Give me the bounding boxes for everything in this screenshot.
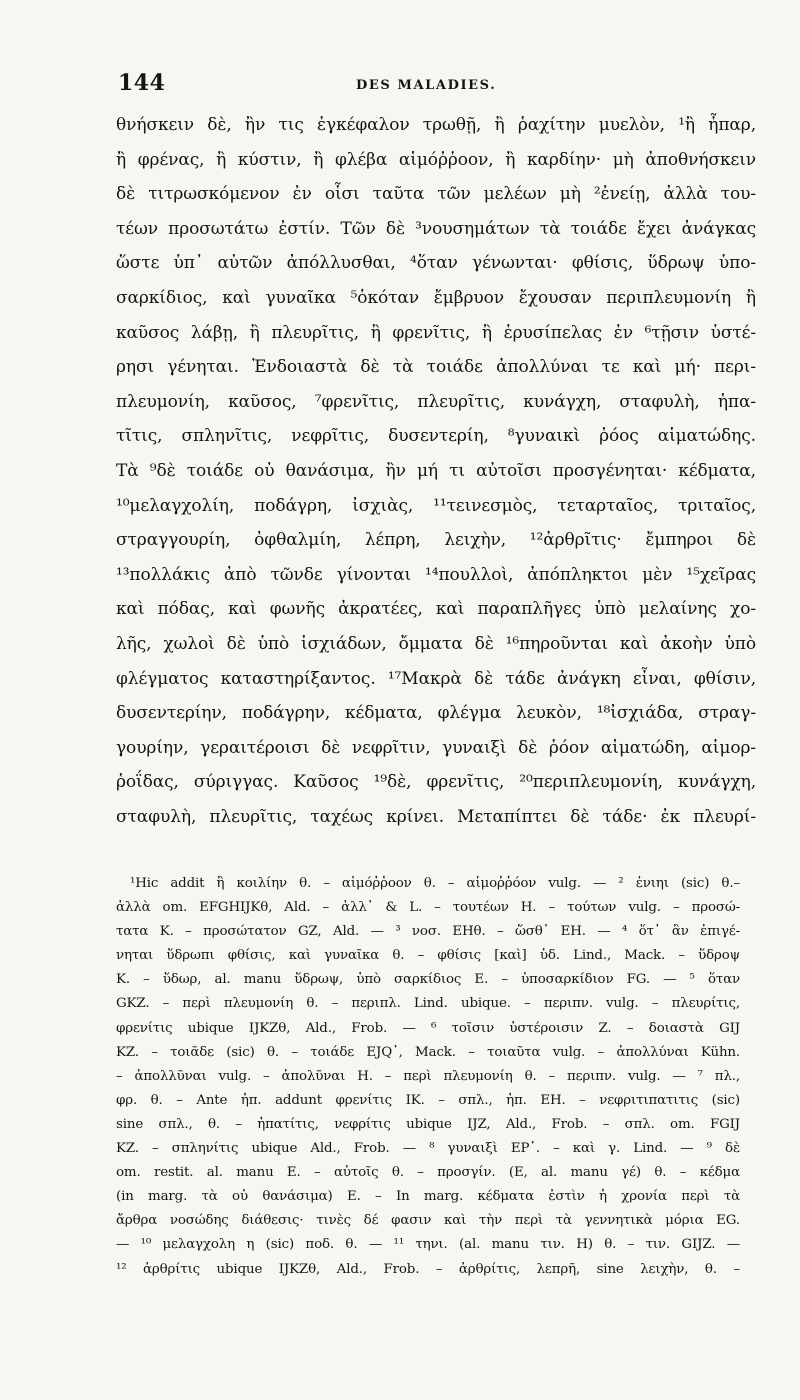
footnote-line: – ἀπολλῦναι vulg. – ἀπολῦναι H. – περὶ πλευμονίη θ. – περιπν. vulg. — ⁷ πλ., — [116, 1068, 740, 1084]
running-title: DES MALADIES. — [356, 78, 497, 93]
page-number: 144 — [118, 70, 166, 96]
footnote-line: — ¹⁰ μελαγχολη η (sic) ποδ. θ. — ¹¹ τηνι. (al. manu τιν. H) θ. – τιν. GIJZ. — — [116, 1237, 740, 1253]
main-text-line: σαρκίδιος, καὶ γυναῖκα ⁵ὁκόταν ἔμβρυον ἔχουσαν περιπλευμονίη ἢ — [116, 287, 756, 308]
main-text-line: σταφυλὴ, πλευρῖτις, ταχέως κρίνει. Μεταπίπτει δὲ τάδε· ἐκ πλευρί- — [116, 806, 756, 827]
footnote-line: om. restit. al. manu E. – αὐτοῖς θ. – προσγίν. (E, al. manu γέ) θ. – κέδμα — [116, 1165, 740, 1181]
main-text-block — [116, 108, 756, 834]
main-text-line: ¹³πολλάκις ἀπὸ τῶνδε γίνονται ¹⁴πουλλοὶ, ἀπόπληκτοι μὲν ¹⁵χεῖρας — [116, 564, 756, 585]
footnote-line: φρ. θ. – Ante ἠπ. addunt φρενίτις IK. – σπλ., ἠπ. EH. – νεφριτιπατιτις (sic) — [116, 1092, 740, 1108]
footnote-line: ¹² ἀρθρίτις ubique IJKZθ, Ald., Frob. – ἀρθρίτις, λεπρῆ, sine λειχὴν, θ. – — [116, 1261, 740, 1277]
footnote-line: ἀλλὰ om. EFGHIJKθ, Ald. – ἀλλ᾽ & L. – τουτέων H. – τούτων vulg. – προσώ- — [116, 900, 740, 916]
main-text-line: ρησι γένηται. Ἐνδοιαστὰ δὲ τὰ τοιάδε ἀπολλύναι τε καὶ μή· περι- — [116, 357, 756, 378]
footnotes-block — [116, 872, 740, 1282]
footnote-line: KZ. – τοιᾶδε (sic) θ. – τοιάδε EJQ᾽, Mack. – τοιαῦτα vulg. – ἀπολλύναι Kühn. — [116, 1044, 740, 1060]
running-head — [118, 70, 728, 100]
footnote-line: sine σπλ., θ. – ἠπατίτις, νεφρίτις ubique IJZ, Ald., Frob. – σπλ. om. FGIJ — [116, 1116, 740, 1132]
main-text-line: θνήσκειν δὲ, ἢν τις ἐγκέφαλον τρωθῇ, ἢ ῥαχίτην μυελὸν, ¹ἢ ἧπαρ, — [116, 115, 756, 135]
main-text-line: ἢ φρένας, ἢ κύστιν, ἢ φλέβα αἱμόῤῥοον, ἢ καρδίην· μὴ ἀποθνήσκειν — [116, 149, 756, 170]
main-text-line: ῥοΐδας, σύριγγας. Καῦσος ¹⁹δὲ, φρενῖτις, ²⁰περιπλευμονίη, κυνάγχη, — [116, 772, 756, 793]
main-text-line: ὥστε ὑπ᾽ αὐτῶν ἀπόλλυσθαι, ⁴ὅταν γένωνται· φθίσις, ὕδρωψ ὑπο- — [116, 253, 756, 274]
main-text-line: πλευμονίη, καῦσος, ⁷φρενῖτις, πλευρῖτις, κυνάγχη, σταφυλὴ, ἡπα- — [116, 391, 756, 412]
main-text-line: καῦσος λάβῃ, ἢ πλευρῖτις, ἢ φρενῖτις, ἢ ἐρυσίπελας ἐν ⁶τῇσιν ὑστέ- — [116, 322, 756, 343]
main-text-line: δυσεντερίην, ποδάγρην, κέδματα, φλέγμα λευκὸν, ¹⁸ἰσχιάδα, στραγ- — [116, 703, 756, 724]
main-text-line: γουρίην, γεραιτέροισι δὲ νεφρῖτιν, γυναιξὶ δὲ ῥόον αἱματώδη, αἱμορ- — [116, 737, 756, 758]
footnote-line: KZ. – σπληνίτις ubique Ald., Frob. — ⁸ γυναιξὶ EP᾽. – καὶ γ. Lind. — ⁹ δὲ — [116, 1141, 740, 1157]
footnote-line: (in marg. τὰ οὐ θανάσιμα) E. – In marg. κέδματα ἐστὶν ἡ χρονία περὶ τὰ — [116, 1189, 740, 1205]
footnote-line: ἄρθρα νοσώδης διάθεσις· τινὲς δέ φασιν καὶ τὴν περὶ τὰ γεννητικὰ μόρια EG. — [116, 1213, 740, 1229]
main-text-line: στραγγουρίη, ὀφθαλμίη, λέπρη, λειχὴν, ¹²ἀρθρῖτις· ἔμπηροι δὲ — [116, 530, 756, 551]
main-text-line: λῆς, χωλοὶ δὲ ὑπὸ ἰσχιάδων, ὄμματα δὲ ¹⁶πηροῦνται καὶ ἀκοὴν ὑπὸ — [116, 633, 756, 654]
main-text-line: φλέγματος καταστηρίξαντος. ¹⁷Μακρὰ δὲ τάδε ἀνάγκη εἶναι, φθίσιν, — [116, 668, 756, 689]
main-text-line: τέων προσωτάτω ἐστίν. Τῶν δὲ ³νουσημάτων τὰ τοιάδε ἔχει ἀνάγκας — [116, 218, 756, 239]
footnote-line: ¹Hic addit ἢ κοιλίην θ. – αἱμόῤῥοον θ. – αἱμοῤῥόον vulg. — ² ἐνιηι (sic) θ.– — [130, 876, 740, 891]
footnote-line: GKZ. – περὶ πλευμονίη θ. – περιπλ. Lind. ubique. – περιπν. vulg. – πλευρίτις, — [116, 996, 740, 1012]
main-text-line: τῖτις, σπληνῖτις, νεφρῖτις, δυσεντερίη, ⁸γυναικὶ ῥόος αἱματώδης. — [116, 426, 756, 447]
footnote-line: νηται ὕδρωπι φθίσις, καὶ γυναῖκα θ. – φθίσις [καὶ] ὑδ. Lind., Mack. – ὕδροψ — [116, 948, 740, 964]
main-text-line: δὲ τιτρωσκόμενον ἐν οἷσι ταῦτα τῶν μελέων μὴ ²ἐνείῃ, ἀλλὰ του- — [116, 184, 756, 205]
main-text-line: καὶ πόδας, καὶ φωνῆς ἀκρατέες, καὶ παραπλῆγες ὑπὸ μελαίνης χο- — [116, 599, 756, 620]
footnote-line: τατα K. – προσώτατον GZ, Ald. — ³ νοσ. EHθ. – ὥσθ᾽ EH. — ⁴ ὅτ᾽ ἂν ἐπιγέ- — [116, 924, 740, 940]
main-text-line: Τὰ ⁹δὲ τοιάδε οὐ θανάσιμα, ἢν μή τι αὐτοῖσι προσγένηται· κέδματα, — [116, 460, 756, 481]
footnote-line: K. – ὕδωρ, al. manu ὕδρωψ, ὑπὸ σαρκίδιος E. – ὑποσαρκίδιον FG. — ⁵ ὅταν — [116, 972, 740, 988]
footnote-line: φρενίτις ubique IJKZθ, Ald., Frob. — ⁶ τοῖσιν ὑστέροισιν Z. – δοιαστὰ GIJ — [116, 1020, 740, 1036]
main-text-line: ¹⁰μελαγχολίη, ποδάγρη, ἰσχιὰς, ¹¹τεινεσμὸς, τεταρταῖος, τριταῖος, — [116, 495, 756, 516]
